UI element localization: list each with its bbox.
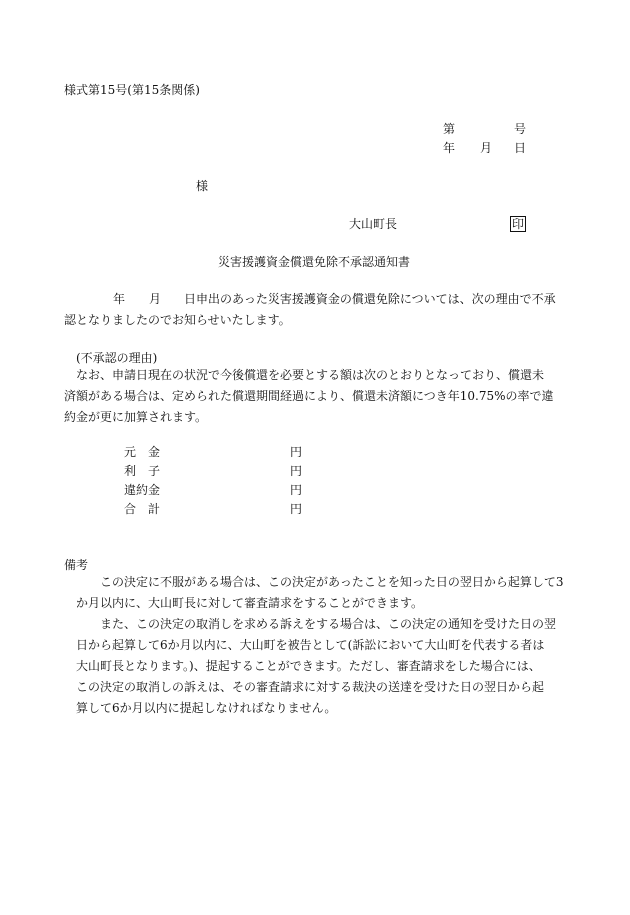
remarks-line: 算して6か月以内に提起しなければなりません。 xyxy=(76,701,337,715)
intro-year: 年 xyxy=(113,292,126,306)
reason-line: なお、申請日現在の状況で今後償還を必要とする額は次のとおりとなっており、償還未 xyxy=(76,368,545,382)
remarks-line: また、この決定の取消しを求める訴えをする場合は、この決定の通知を受けた日の翌 xyxy=(100,617,557,631)
intro-line1: 日申出のあった災害援護資金の償還免除については、次の理由で不承 xyxy=(184,292,556,306)
reason-line: 済額がある場合は、定められた償還期間経過により、償還未済額につき年10.75%の率で違 xyxy=(64,389,554,403)
remarks-paragraph-1 xyxy=(76,572,564,614)
amount-unit-interest: 円 xyxy=(290,464,303,478)
form-number: 様式第15号(第15条関係) xyxy=(64,83,200,97)
intro-month: 月 xyxy=(149,292,162,306)
amount-unit-principal: 円 xyxy=(290,445,303,459)
reason-line: 約金が更に加算されます。 xyxy=(64,410,208,424)
amount-unit-penalty: 円 xyxy=(290,483,303,497)
reason-text xyxy=(64,365,554,428)
seal-label: 印 xyxy=(512,217,525,231)
intro-line2: 認となりましたのでお知らせいたします。 xyxy=(64,313,291,327)
amount-label-total: 合 計 xyxy=(124,502,161,516)
issuer-title: 大山町長 xyxy=(349,217,398,231)
remarks-paragraph-2 xyxy=(76,614,556,719)
amount-label-principal: 元 金 xyxy=(124,445,161,459)
remarks-line: この決定の取消しの訴えは、その審査請求に対する裁決の送達を受けた日の翌日から起 xyxy=(76,680,545,694)
amount-label-penalty: 違約金 xyxy=(124,483,161,497)
remarks-heading: 備考 xyxy=(64,558,89,572)
seal-mark xyxy=(510,216,526,232)
number-suffix: 号 xyxy=(514,122,527,136)
addressee-suffix: 様 xyxy=(196,179,209,193)
amount-unit-total: 円 xyxy=(290,502,303,516)
date-year: 年 xyxy=(443,141,456,155)
remarks-line: か月以内に、大山町長に対して審査請求をすることができます。 xyxy=(76,596,424,610)
remarks-line: この決定に不服がある場合は、この決定があったことを知った日の翌日から起算して3 xyxy=(100,575,564,589)
number-label: 第 xyxy=(443,122,456,136)
date-day: 日 xyxy=(514,141,527,155)
amount-label-interest: 利 子 xyxy=(124,464,161,478)
date-month: 月 xyxy=(480,141,493,155)
reason-heading: (不承認の理由) xyxy=(76,351,158,365)
remarks-line: 日から起算して6か月以内に、大山町を被告として(訴訟において大山町を代表する者は xyxy=(76,638,545,652)
document-title: 災害援護資金償還免除不承認通知書 xyxy=(218,255,411,269)
remarks-line: 大山町長となります。)、提起することができます。ただし、審査請求をした場合には、 xyxy=(76,659,541,673)
